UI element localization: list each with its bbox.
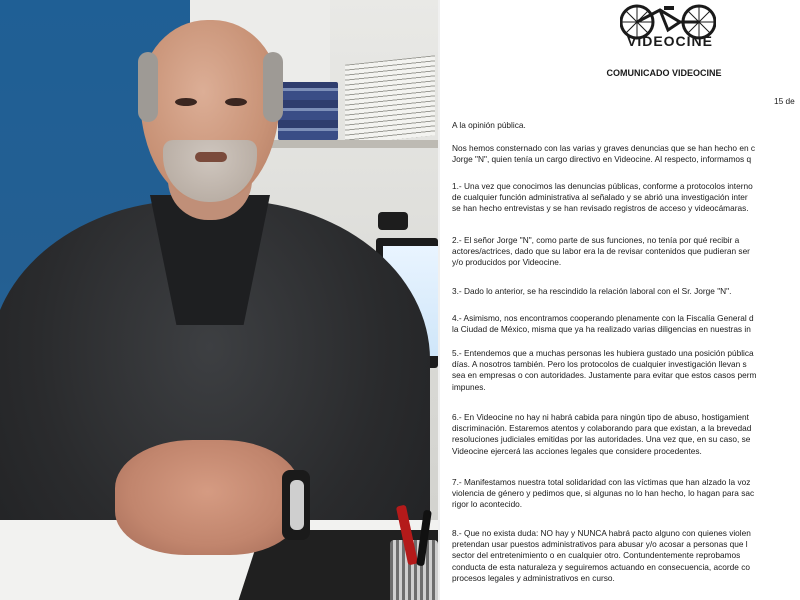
hair-left xyxy=(138,52,158,122)
paragraph-point-8: 8.- Que no exista duda: NO hay y NUNCA habrá pacto alguno con quienes violen pretendan usar puestos administrativos para abusar y/o acosar a personas que l sector del entretenimiento o en cualquier otro. Contundentemente reprobamos conducta de esta naturaleza y seguiremos actuando en consecuencia, acorde co procesos legales y administrativos en curso. xyxy=(452,528,751,583)
right-eye xyxy=(225,98,247,106)
watch-face xyxy=(290,480,304,530)
paper-stack xyxy=(345,55,435,144)
paragraph-point-3: 3.- Dado lo anterior, se ha rescindido la relación laboral con el Sr. Jorge "N". xyxy=(452,286,732,296)
paragraph-salutation: A la opinión pública. xyxy=(452,120,526,130)
clasped-hands xyxy=(115,440,300,555)
paragraph-point-4: 4.- Asimismo, nos encontramos cooperando plenamente con la Fiscalía General d la Ciudad de México, misma que ya ha realizado varias diligencias en nuestras in xyxy=(452,313,754,335)
paragraph-intro: Nos hemos consternado con las varias y graves denuncias que se han hecho en c Jorge "N", quien tenía un cargo directivo en Videocine. Al respecto, informamos q xyxy=(452,143,756,165)
paragraph-point-6: 6.- En Videocine no hay ni habrá cabida para ningún tipo de abuso, hostigamient discriminación. Estaremos atentos y colaborando para que existan, a la brevedad resoluciones judiciales emitidas por las autoridades. Una vez que, en su caso, se Videocine ejercerá las acciones legales que considere procedentes. xyxy=(452,412,752,456)
mouth xyxy=(195,152,227,162)
brand-wordmark: VIDEOCINE xyxy=(626,33,713,49)
hair-right xyxy=(263,52,283,122)
paragraph-point-7: 7.- Manifestamos nuestra total solidaridad con las víctimas que han alzado la voz violencia de género y pedimos que, si algunas no lo han hecho, lo hagan para sac rigor lo acontecido. xyxy=(452,477,755,510)
paragraph-point-1: 1.- Una vez que conocimos las denuncias públicas, conforme a protocolos interno de cualquier función administrativa al señalado y se abrió una investigación inter se han hecho entrevistas y se han revisado registros de acceso y videocámaras. xyxy=(452,181,753,214)
document-date: 15 de xyxy=(774,96,795,106)
binders-on-shelf xyxy=(278,82,338,140)
webcam-icon xyxy=(378,212,408,230)
shelf xyxy=(270,140,438,148)
left-eye xyxy=(175,98,197,106)
paragraph-point-2: 2.- El señor Jorge "N", como parte de sus funciones, no tenía por qué recibir a actores/actrices, dado que su labor era la de revisar contenidos que pudieran ser y/o producidos por Videocine. xyxy=(452,235,750,268)
press-release-document xyxy=(440,0,800,600)
paragraph-point-5: 5.- Entendemos que a muchas personas les hubiera gustado una posición pública días. A nosotros también. Pero los protocolos de cualquier investigación llevan s sea en empresas o con autoridades. Justamente para evitar que estos casos perm impunes. xyxy=(452,348,757,392)
document-title: COMUNICADO VIDEOCINE xyxy=(606,68,722,78)
